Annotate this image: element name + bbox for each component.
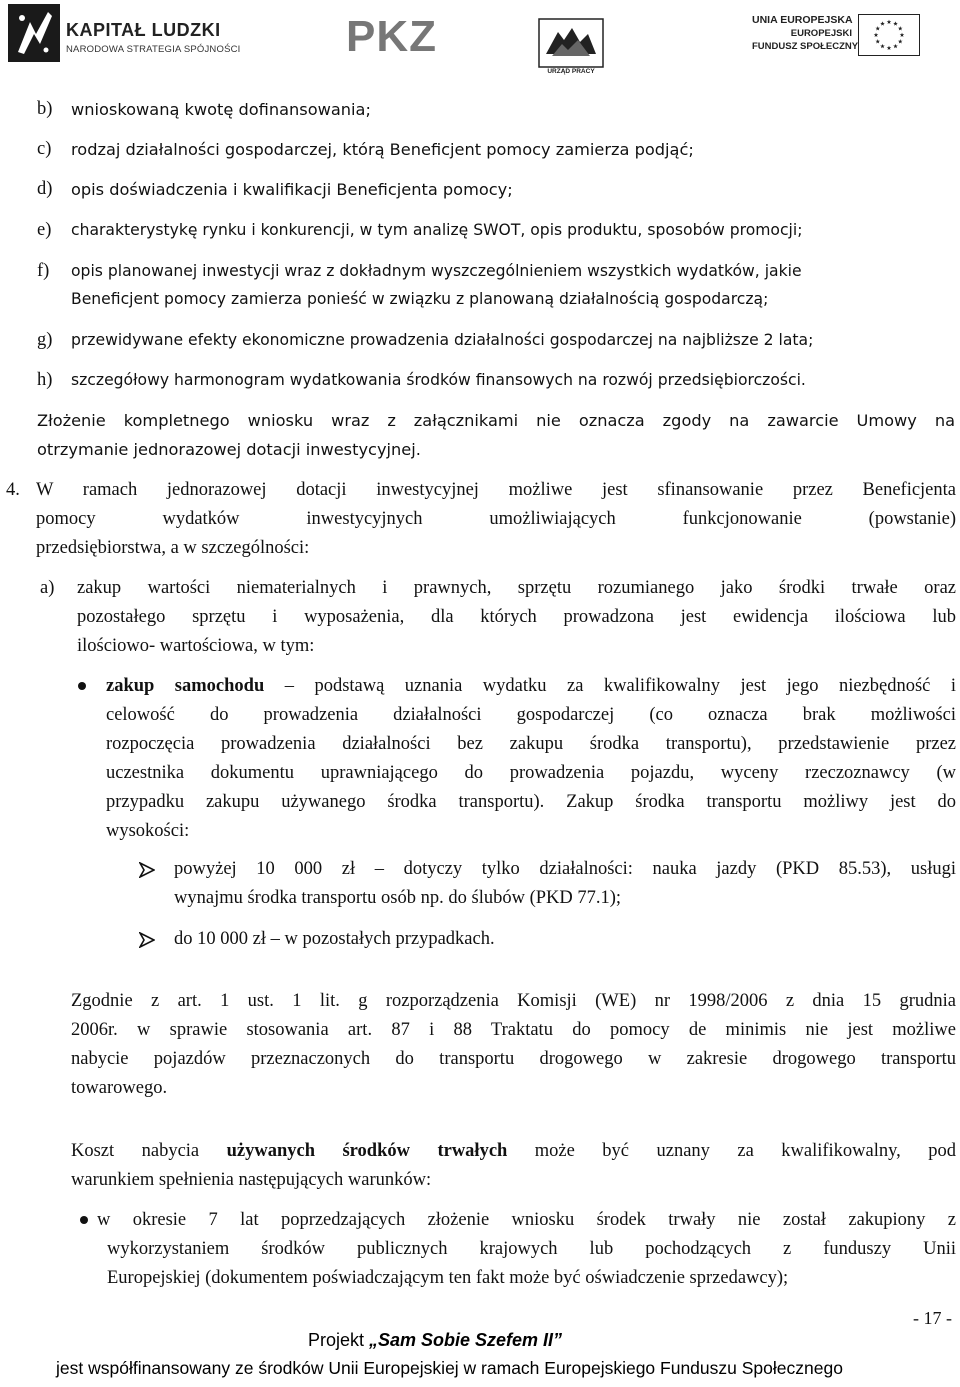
item-a-line3: ilościowo- wartościowa, w tym: (77, 636, 315, 656)
item-text: przewidywane efekty ekonomiczne prowadzenia działalności gospodarczej na najbliższe 2 lata; (71, 331, 814, 349)
footer-cofinance: jest współfinansowany ze środków Unii Europejskiej w ramach Europejskiego Funduszu Społecznego (56, 1358, 843, 1378)
note-line2: otrzymanie jednorazowej dotacji inwestycyjnej. (37, 440, 421, 459)
footer-project (0, 1330, 870, 1351)
item-a-line2: pozostałego sprzętu i wyposażenia, dla których prowadzona jest ewidencja ilościowa lub (77, 607, 956, 627)
bullet-icon (78, 682, 86, 690)
bullet-icon (80, 1216, 88, 1224)
item-label: g) (37, 330, 53, 350)
kapital-ludzki-logo (8, 4, 241, 66)
item-a-line1: zakup wartości niematerialnych i prawnych, sprzętu rozumianego jako środki trwałe oraz (77, 578, 956, 598)
item-label: f) (37, 261, 50, 281)
limit-1-line2: wynajmu środka transportu osób np. do ślubów (PKD 77.1); (174, 888, 622, 908)
arrow-bullet-icon (139, 862, 155, 878)
page-header (0, 0, 960, 90)
regulation-line2: 2006r. w sprawie stosowania art. 87 i 88 Traktatu do pomocy de minimis nie jest możliwe (71, 1020, 956, 1040)
limit-2-line1: do 10 000 zł – w pozostałych przypadkach. (174, 929, 495, 949)
item-label: e) (37, 220, 52, 240)
item-text: rodzaj działalności gospodarczej, którą Beneficjent pomocy zamierza podjąć; (71, 140, 694, 159)
used-bold: używanych środków trwałych (226, 1141, 508, 1161)
eu-flag-icon (858, 14, 920, 56)
regulation-line3: nabycie pojazdów przeznaczonych do transportu drogowego w zakresie drogowego transportu (71, 1049, 956, 1069)
section-line3: przedsiębiorstwa, a w szczególności: (36, 538, 310, 558)
pkz-logo (340, 8, 450, 70)
kl-title: KAPITAŁ LUDZKI (66, 20, 221, 40)
used-pre: Koszt nabycia (71, 1141, 227, 1161)
item-label: h) (37, 370, 53, 390)
eu-line1: UNIA EUROPEJSKA (752, 14, 853, 26)
kapital-ludzki-emblem-icon (8, 4, 60, 62)
section-number: 4. (6, 480, 20, 500)
car-line3: rozpoczęcia prowadzenia działalności bez zakupu środka transportu), przedstawienie przez (106, 734, 956, 754)
car-line4: uczestnika dokumentu uprawniającego do prowadzenia pojazdu, wyceny rzeczoznawcy (w (106, 763, 956, 783)
item-label: a) (40, 578, 55, 598)
item-label: d) (37, 179, 53, 199)
regulation-line1: Zgodnie z art. 1 ust. 1 lit. g rozporządzenia Komisji (WE) nr 1998/2006 z dnia 15 grudnia (71, 991, 956, 1011)
page-number: - 17 - (913, 1308, 952, 1328)
condition-line3: Europejskiej (dokumentem poświadczającym ten fakt może być oświadczenie sprzedawcy); (107, 1268, 789, 1288)
item-text: szczegółowy harmonogram wydatkowania środków finansowych na rozwój przedsiębiorczości. (71, 371, 806, 389)
pkz-text: PKZ (346, 12, 437, 61)
eu-line3: FUNDUSZ SPOŁECZNY (752, 41, 859, 52)
item-label: c) (37, 139, 52, 159)
eu-logo (752, 14, 952, 64)
kl-subtitle: NARODOWA STRATEGIA SPÓJNOŚCI (66, 44, 241, 55)
urzad-pracy-emblem-icon (538, 18, 604, 68)
item-text: charakterystykę rynku i konkurencji, w tym analizę SWOT, opis produktu, sposobów promocji; (71, 221, 803, 239)
limit-1-line1: powyżej 10 000 zł – dotyczy tylko działalności: nauka jazdy (PKD 85.53), usługi (174, 859, 956, 879)
item-text: wnioskowaną kwotę dofinansowania; (71, 100, 371, 119)
car-line5: przypadku zakupu używanego środka transportu). Zakup środka transportu możliwy jest do (106, 792, 956, 812)
urzad-pracy-logo (538, 18, 604, 80)
car-line2: celowość do prowadzenia działalności gospodarczej (co oznacza brak możliwości (106, 705, 956, 725)
car-line1-rest: – podstawą uznania wydatku za kwalifikowalny jest jego niezbędność i (264, 676, 957, 696)
car-line1 (106, 672, 956, 701)
urzad-pracy-caption: URZĄD PRACY (547, 68, 595, 75)
used-line1 (71, 1137, 956, 1166)
item-label: b) (37, 99, 53, 119)
section-line2: pomocy wydatków inwestycyjnych umożliwiających funkcjonowanie (powstanie) (36, 509, 956, 529)
car-bold: zakup samochodu (106, 676, 265, 696)
car-line6: wysokości: (106, 821, 190, 841)
condition-line2: wykorzystaniem środków publicznych krajowych lub pochodzących z funduszy Unii (107, 1239, 956, 1259)
eu-line2: EUROPEJSKI (790, 28, 852, 39)
item-text-line1: opis planowanej inwestycji wraz z dokładnym wyszczególnieniem wszystkich wydatków, jakie (71, 262, 802, 280)
used-post: może być uznany za kwalifikowalny, pod (507, 1141, 956, 1161)
used-line2: warunkiem spełnienia następujących warunków: (71, 1170, 432, 1190)
footer-project-pre: Projekt (307, 1330, 369, 1350)
regulation-line4: towarowego. (71, 1078, 168, 1098)
condition-line1: w okresie 7 lat poprzedzających złożenie wniosku środek trwały nie został zakupiony z (97, 1210, 956, 1230)
footer-project-name: „Sam Sobie Szefem II” (368, 1330, 563, 1350)
arrow-bullet-icon (139, 932, 155, 948)
section-line1: W ramach jednorazowej dotacji inwestycyjnej możliwe jest sfinansowanie przez Beneficjenta (36, 480, 956, 500)
item-text: opis doświadczenia i kwalifikacji Beneficjenta pomocy; (71, 180, 513, 199)
note-line1: Złożenie kompletnego wniosku wraz z załącznikami nie oznacza zgody na zawarcie Umowy na (37, 411, 955, 430)
item-text-line2: Beneficjent pomocy zamierza ponieść w związku z planowaną działalnością gospodarczą; (71, 290, 769, 308)
